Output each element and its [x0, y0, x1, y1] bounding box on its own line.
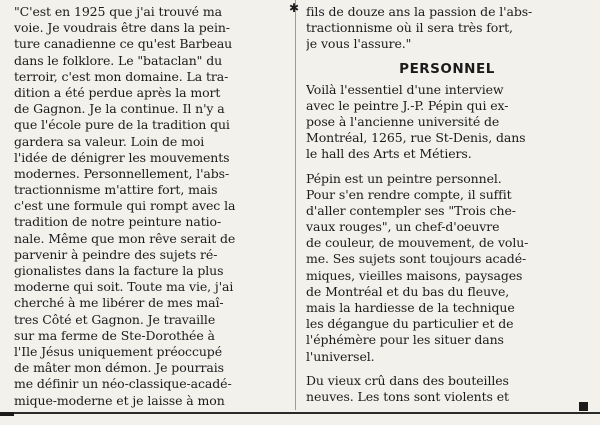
- left-line: "C'est en 1925 que j'ai trouvé ma: [14, 4, 222, 19]
- paragraph-gap: [306, 365, 588, 373]
- left-line: cherché à me libérer de mes maî-: [14, 295, 224, 311]
- left-line: sur ma ferme de Ste-Dorothée à: [14, 327, 215, 343]
- left-line: voie. Je voudrais être dans la pein-: [14, 20, 230, 36]
- right-line: de Montréal et du bas du fleuve,: [306, 283, 510, 299]
- left-line: c'est une formule qui rompt avec la: [14, 198, 236, 214]
- right-line: Du vieux crû dans des bouteilles: [306, 372, 509, 388]
- right-line: je vous l'assure.": [306, 36, 412, 52]
- right-line: miques, vieilles maisons, paysages: [306, 267, 523, 283]
- left-line: parvenir à peindre des sujets ré-: [14, 246, 218, 262]
- right-line: Montréal, 1265, rue St-Denis, dans: [306, 130, 526, 146]
- right-line: l'universel.: [306, 348, 375, 364]
- bottom-rule: [0, 412, 600, 414]
- left-line: mique-moderne et je laisse à mon: [14, 392, 225, 408]
- left-line: tractionnisme m'attire fort, mais: [14, 182, 218, 198]
- asterisk-ornament: ✱: [289, 1, 300, 15]
- right-line: me. Ses sujets sont toujours acadé-: [306, 251, 527, 267]
- left-line: nale. Même que mon rêve serait de: [14, 230, 236, 246]
- left-line: me définir un néo-classique-acadé-: [14, 376, 232, 392]
- right-line: tractionnisme où il sera très fort,: [306, 20, 513, 36]
- right-line: avec le peintre J.-P. Pépin qui ex-: [306, 97, 509, 113]
- paragraph-gap: [306, 163, 588, 171]
- left-line: l'Ile Jésus uniquement préoccupé: [14, 343, 223, 359]
- right-line: mais la hardiesse de la technique: [306, 300, 515, 315]
- right-line: les dégangue du particulier et de: [306, 316, 514, 332]
- right-line: d'aller contempler ses "Trois che-: [306, 202, 516, 218]
- left-line: tradition de notre peinture natio-: [14, 214, 222, 230]
- left-line: moderne qui soit. Toute ma vie, j'ai: [14, 279, 234, 295]
- left-line: de mâter mon démon. Je pourrais: [14, 360, 224, 376]
- column-divider: [295, 0, 296, 410]
- right-line: pose à l'ancienne université de: [306, 113, 500, 129]
- right-line: neuves. Les tons sont violents et: [306, 388, 509, 404]
- right-line: Voilà l'essentiel d'une interview: [306, 81, 504, 97]
- right-line: Pour s'en rendre compte, il suffit: [306, 186, 512, 202]
- right-line: le hall des Arts et Métiers.: [306, 146, 472, 162]
- right-line: vaux rouges", un chef-d'oeuvre: [306, 219, 500, 235]
- left-line: de Gagnon. Je la continue. Il n'y a: [14, 101, 225, 117]
- left-line: l'idée de dénigrer les mouvements: [14, 149, 230, 165]
- left-line: dition a été perdue après la mort: [14, 84, 221, 100]
- right-line: Pépin est un peintre personnel.: [306, 170, 502, 186]
- left-line: ture canadienne ce qu'est Barbeau: [14, 36, 233, 52]
- left-line: dans le folklore. Le "bataclan" du: [14, 52, 223, 68]
- right-line: fils de douze ans la passion de l'abs-: [306, 4, 533, 19]
- right-column: [306, 4, 588, 405]
- left-line: modernes. Personnellement, l'abs-: [14, 165, 230, 181]
- left-line: gardera sa valeur. Loin de moi: [14, 133, 205, 149]
- corner-mark-left: [0, 412, 14, 416]
- left-line: gionalistes dans la facture la plus: [14, 263, 224, 278]
- right-line: de couleur, de mouvement, de volu-: [306, 235, 529, 251]
- right-line: l'éphémère pour les situer dans: [306, 332, 504, 348]
- section-heading: PERSONNEL: [399, 60, 495, 77]
- left-line: terroir, c'est mon domaine. La tra-: [14, 68, 229, 84]
- left-line: tres Côté et Gagnon. Je travaille: [14, 311, 216, 327]
- end-square-mark: [579, 402, 588, 411]
- left-line: que l'école pure de la tradition qui: [14, 117, 230, 133]
- left-column: [14, 4, 286, 409]
